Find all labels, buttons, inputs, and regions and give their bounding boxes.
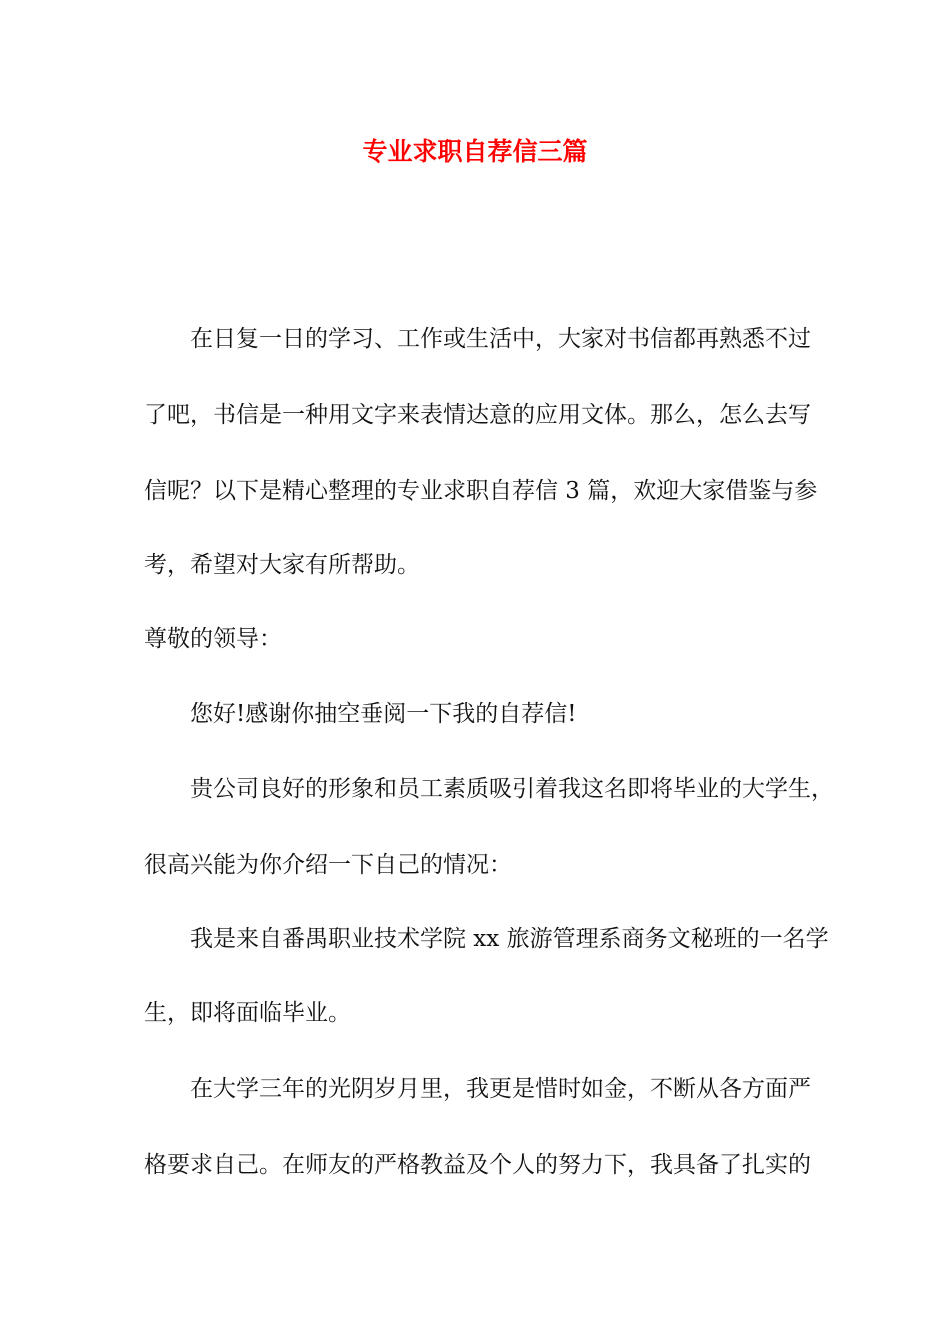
paragraph-line: 信呢？以下是精心整理的专业求职自荐信 3 篇，欢迎大家借鉴与参 xyxy=(144,478,818,504)
salutation: 尊敬的领导： xyxy=(144,626,282,652)
paragraph-line: 贵公司良好的形象和员工素质吸引着我这名即将毕业的大学生， xyxy=(190,776,834,802)
paragraph-line: 考，希望对大家有所帮助。 xyxy=(144,552,420,578)
paragraph-line: 您好!感谢你抽空垂阅一下我的自荐信! xyxy=(190,701,577,727)
paragraph-line: 在大学三年的光阴岁月里，我更是惜时如金，不断从各方面严 xyxy=(190,1076,811,1102)
document-title: 专业求职自荐信三篇 xyxy=(362,137,588,166)
paragraph-line: 我是来自番禺职业技术学院 xx 旅游管理系商务文秘班的一名学 xyxy=(190,926,829,952)
paragraph-line: 格要求自己。在师友的严格教益及个人的努力下，我具备了扎实的 xyxy=(144,1152,811,1178)
paragraph-line: 生，即将面临毕业。 xyxy=(144,1000,351,1026)
paragraph-line: 了吧，书信是一种用文字来表情达意的应用文体。那么，怎么去写 xyxy=(144,402,811,428)
paragraph-line: 很高兴能为你介绍一下自己的情况： xyxy=(144,852,512,878)
paragraph-line: 在日复一日的学习、工作或生活中，大家对书信都再熟悉不过 xyxy=(190,326,811,352)
